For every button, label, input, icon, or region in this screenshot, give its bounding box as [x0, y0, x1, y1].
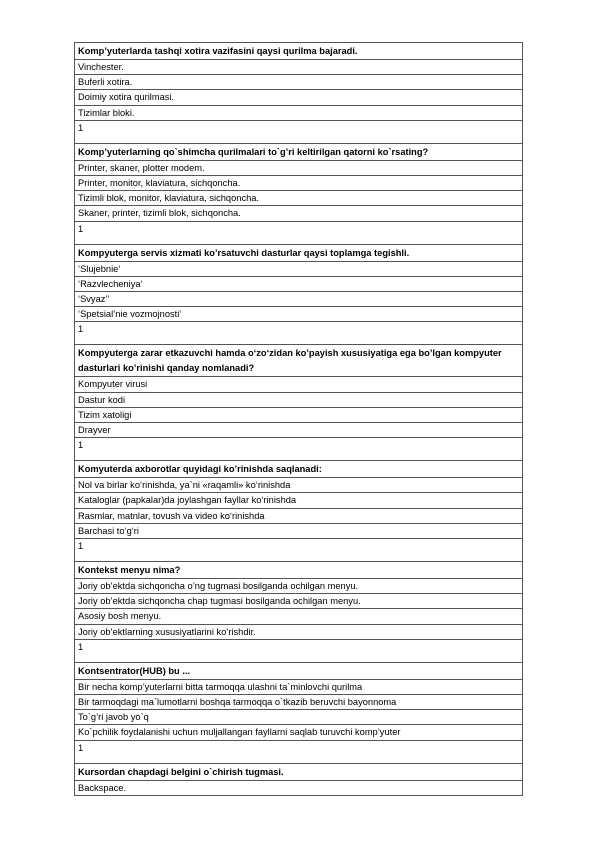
option-row — [75, 710, 523, 725]
option-row — [75, 407, 523, 422]
option-text: Kompyuter virusi — [75, 377, 523, 392]
option-text: Ko`pchilik foydalanishi uchun muljallangan fayllarni saqlab turuvchi komp’yuter — [75, 725, 523, 740]
option-text: To`g’ri javob yo`q — [75, 710, 523, 725]
question-text: Komp’yuterlarda tashqi xotira vazifasini qaysi qurilma bajaradi. — [75, 43, 523, 60]
answer-row — [75, 322, 523, 345]
question-text: Komyuterda axborotlar quyidagi ko’rinishda saqlanadi: — [75, 461, 523, 478]
option-text: ‘Spetsial’nie vozmojnosti‘ — [75, 307, 523, 322]
option-text: Vinchester. — [75, 60, 523, 75]
option-text: Doimiy xotira qurilmasi. — [75, 90, 523, 105]
option-text: Barchasi to‘g‘ri — [75, 523, 523, 538]
question-row — [75, 43, 523, 60]
question-text: Kontekst menyu nima? — [75, 562, 523, 579]
option-text: Drayver — [75, 423, 523, 438]
option-row — [75, 307, 523, 322]
option-text: Backspace. — [75, 780, 523, 795]
option-row — [75, 105, 523, 120]
option-row — [75, 176, 523, 191]
option-row — [75, 695, 523, 710]
option-row — [75, 276, 523, 291]
option-text: Kataloglar (papkalar)da joylashgan fayllar ko‘rinishda — [75, 493, 523, 508]
question-row — [75, 244, 523, 261]
answer-key: 1 — [75, 639, 523, 662]
option-text: ‘Svyaz’‘ — [75, 292, 523, 307]
option-text: Joriy ob’ektda sichqoncha chap tugmasi bosilganda ochilgan menyu. — [75, 594, 523, 609]
answer-key: 1 — [75, 221, 523, 244]
question-row — [75, 143, 523, 160]
option-row — [75, 579, 523, 594]
option-text: ‘Razvlecheniya‘ — [75, 276, 523, 291]
option-text: Printer, monitor, klaviatura, sichqoncha. — [75, 176, 523, 191]
option-row — [75, 725, 523, 740]
question-row — [75, 345, 523, 377]
option-row — [75, 594, 523, 609]
question-text: Kompyuterga zarar etkazuvchi hamda o‘zo‘zidan ko’payish xususiyatiga ega bo’lgan kompyuter dasturlari ko’rinishi qanday nomlanadi? — [75, 345, 523, 377]
option-row — [75, 292, 523, 307]
option-text: Tizimli blok, monitor, klaviatura, sichqoncha. — [75, 191, 523, 206]
option-row — [75, 206, 523, 221]
answer-key: 1 — [75, 740, 523, 763]
option-row — [75, 75, 523, 90]
option-row — [75, 508, 523, 523]
option-row — [75, 478, 523, 493]
option-text: Buferli xotira. — [75, 75, 523, 90]
option-text: Dastur kodi — [75, 392, 523, 407]
quiz-document — [74, 42, 523, 796]
option-text: Bir tarmoqdagi ma`lumotlarni boshqa tarmoqqa o`tkazib beruvchi bayonnoma — [75, 695, 523, 710]
answer-row — [75, 438, 523, 461]
option-row — [75, 160, 523, 175]
option-row — [75, 624, 523, 639]
option-row — [75, 191, 523, 206]
question-row — [75, 662, 523, 679]
option-text: Joriy ob’ektlarning xususiyatlarini ko’rishdir. — [75, 624, 523, 639]
answer-key: 1 — [75, 120, 523, 143]
answer-key: 1 — [75, 322, 523, 345]
answer-key: 1 — [75, 539, 523, 562]
option-text: Joriy ob’ektda sichqoncha o’ng tugmasi bosilganda ochilgan menyu. — [75, 579, 523, 594]
option-row — [75, 60, 523, 75]
option-row — [75, 261, 523, 276]
option-row — [75, 423, 523, 438]
quiz-table — [74, 42, 523, 796]
option-text: Tizimlar bloki. — [75, 105, 523, 120]
question-row — [75, 461, 523, 478]
question-row — [75, 562, 523, 579]
option-row — [75, 679, 523, 694]
question-row — [75, 763, 523, 780]
option-row — [75, 377, 523, 392]
option-row — [75, 90, 523, 105]
answer-row — [75, 221, 523, 244]
option-text: Bir necha komp’yuterlarni bitta tarmoqqa ulashni ta`minlovchi qurilma — [75, 679, 523, 694]
option-row — [75, 392, 523, 407]
question-text: Komp’yuterlarning qo`shimcha qurilmalari to`g’ri keltirilgan qatorni ko`rsating? — [75, 143, 523, 160]
option-text: Tizim xatoligi — [75, 407, 523, 422]
option-text: Asosiy bosh menyu. — [75, 609, 523, 624]
option-row — [75, 609, 523, 624]
option-text: Printer, skaner, plotter modem. — [75, 160, 523, 175]
option-row — [75, 523, 523, 538]
answer-key: 1 — [75, 438, 523, 461]
option-text: Nol va birlar ko‘rinishda, ya`ni «raqamli» ko‘rinishda — [75, 478, 523, 493]
option-row — [75, 493, 523, 508]
answer-row — [75, 639, 523, 662]
question-text: Kursordan chapdagi belgini o`chirish tugmasi. — [75, 763, 523, 780]
answer-row — [75, 539, 523, 562]
answer-row — [75, 120, 523, 143]
question-text: Kontsentrator(HUB) bu ... — [75, 662, 523, 679]
option-text: ‘Slujebnie‘ — [75, 261, 523, 276]
option-row — [75, 780, 523, 795]
question-text: Kompyuterga servis xizmati ko’rsatuvchi dasturlar qaysi toplamga tegishli. — [75, 244, 523, 261]
option-text: Rasmlar, matnlar, tovush va video ko‘rinishda — [75, 508, 523, 523]
answer-row — [75, 740, 523, 763]
option-text: Skaner, printer, tizimli blok, sichqoncha. — [75, 206, 523, 221]
